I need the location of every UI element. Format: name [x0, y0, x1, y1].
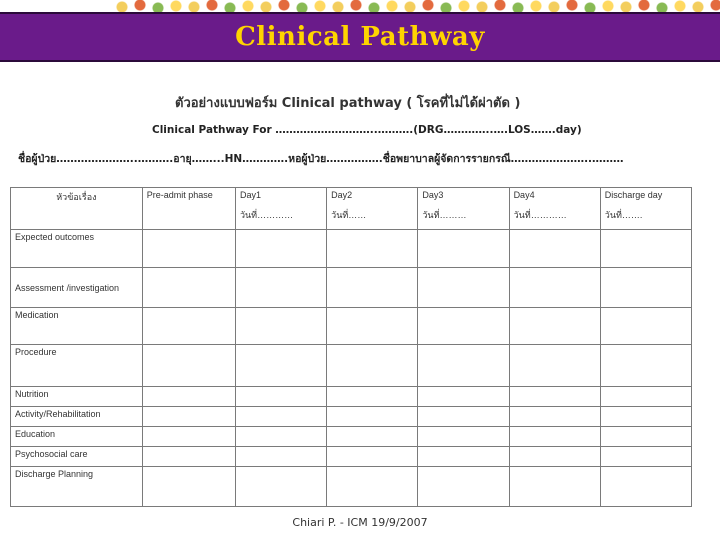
pathway-for-line: Clinical Pathway For ………………………..……….(DRG…………..….LOS…….day)	[152, 124, 582, 136]
table-cell[interactable]	[235, 387, 326, 407]
table-cell[interactable]	[142, 268, 235, 308]
table-cell[interactable]	[509, 467, 600, 507]
table-row	[11, 407, 692, 427]
table-cell[interactable]	[509, 308, 600, 345]
table-cell[interactable]	[418, 407, 509, 427]
table-cell[interactable]	[509, 407, 600, 427]
table-cell[interactable]	[418, 467, 509, 507]
table-cell[interactable]	[327, 268, 418, 308]
header-day2: Day2 วันที่……	[327, 188, 418, 230]
row-label: Expected outcomes	[11, 230, 143, 268]
table-cell[interactable]	[327, 345, 418, 387]
table-cell[interactable]	[418, 427, 509, 447]
table-cell[interactable]	[142, 345, 235, 387]
table-cell[interactable]	[142, 308, 235, 345]
table-cell[interactable]	[418, 230, 509, 268]
table-cell[interactable]	[600, 268, 691, 308]
pathway-table	[10, 187, 692, 507]
table-cell[interactable]	[327, 467, 418, 507]
table-cell[interactable]	[509, 387, 600, 407]
slide-title: Clinical Pathway	[235, 22, 485, 52]
table-cell[interactable]	[235, 230, 326, 268]
table-cell[interactable]	[600, 427, 691, 447]
table-row	[11, 467, 692, 507]
table-cell[interactable]	[418, 387, 509, 407]
table-cell[interactable]	[600, 308, 691, 345]
table-cell[interactable]	[235, 308, 326, 345]
header-day3: Day3 วันที่………	[418, 188, 509, 230]
table-cell[interactable]	[142, 407, 235, 427]
header-day1: Day1 วันที่…………	[235, 188, 326, 230]
table-cell[interactable]	[600, 230, 691, 268]
title-bar	[0, 12, 720, 62]
table-row	[11, 387, 692, 407]
table-cell[interactable]	[142, 427, 235, 447]
header-topic: หัวข้อเรื่อง	[11, 188, 143, 230]
table-header-row	[11, 188, 692, 230]
table-cell[interactable]	[327, 427, 418, 447]
header-pre-admit: Pre-admit phase	[142, 188, 235, 230]
footer-credit: Chiari P. - ICM 19/9/2007	[292, 516, 428, 529]
table-cell[interactable]	[235, 268, 326, 308]
row-label: Education	[11, 427, 143, 447]
table-cell[interactable]	[235, 447, 326, 467]
table-cell[interactable]	[418, 447, 509, 467]
table-cell[interactable]	[327, 387, 418, 407]
row-label: Discharge Planning	[11, 467, 143, 507]
table-cell[interactable]	[327, 447, 418, 467]
table-cell[interactable]	[327, 308, 418, 345]
table-row	[11, 230, 692, 268]
table-row	[11, 308, 692, 345]
table-cell[interactable]	[600, 447, 691, 467]
table-cell[interactable]	[235, 345, 326, 387]
row-label: Procedure	[11, 345, 143, 387]
row-label: Psychosocial care	[11, 447, 143, 467]
row-label: Nutrition	[11, 387, 143, 407]
table-cell[interactable]	[600, 467, 691, 507]
table-cell[interactable]	[418, 268, 509, 308]
table-row	[11, 268, 692, 308]
table-cell[interactable]	[600, 407, 691, 427]
table-cell[interactable]	[142, 387, 235, 407]
document-heading: ตัวอย่างแบบฟอร์ม Clinical pathway ( โรคที่ไม่ได้ผ่าตัด )	[175, 96, 521, 111]
table-cell[interactable]	[509, 447, 600, 467]
row-label: Medication	[11, 308, 143, 345]
table-cell[interactable]	[142, 467, 235, 507]
row-label: Assessment /investigation	[11, 268, 143, 308]
table-cell[interactable]	[509, 230, 600, 268]
table-row	[11, 345, 692, 387]
header-day4: Day4 วันที่…………	[509, 188, 600, 230]
table-cell[interactable]	[600, 345, 691, 387]
table-cell[interactable]	[418, 308, 509, 345]
patient-info-line: ชื่อผู้ป่วย…………………..……….อายุ……...HN………….หอผู้ป่วย…………….ชื่อพยาบาลผู้จัดการรายกรณี…………………..………	[18, 153, 624, 165]
table-row	[11, 447, 692, 467]
table-row	[11, 427, 692, 447]
table-cell[interactable]	[327, 407, 418, 427]
table-cell[interactable]	[509, 427, 600, 447]
table-cell[interactable]	[235, 467, 326, 507]
table-cell[interactable]	[235, 407, 326, 427]
table-cell[interactable]	[327, 230, 418, 268]
table-cell[interactable]	[509, 345, 600, 387]
table-cell[interactable]	[509, 268, 600, 308]
header-discharge-day: Discharge day วันที่…….	[600, 188, 691, 230]
table-cell[interactable]	[418, 345, 509, 387]
row-label: Activity/Rehabilitation	[11, 407, 143, 427]
table-cell[interactable]	[142, 447, 235, 467]
table-cell[interactable]	[235, 427, 326, 447]
table-cell[interactable]	[142, 230, 235, 268]
table-cell[interactable]	[600, 387, 691, 407]
